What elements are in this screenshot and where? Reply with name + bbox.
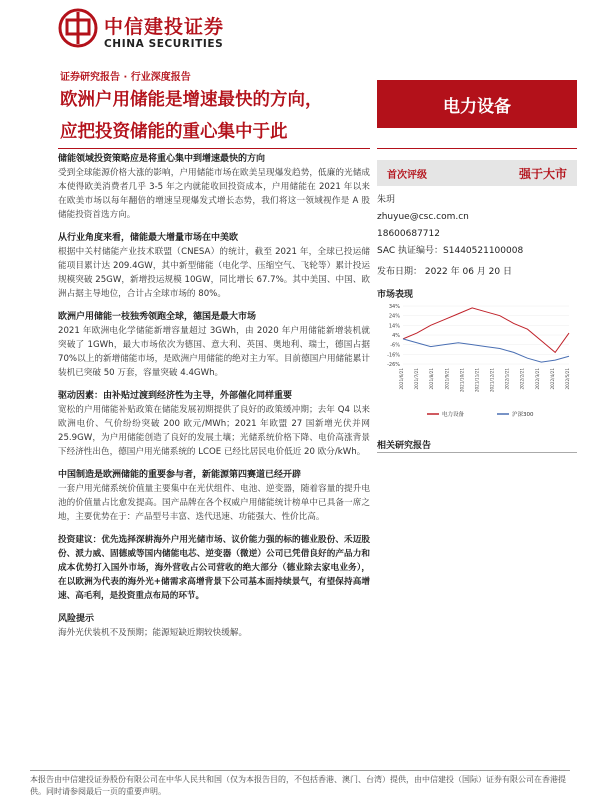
section-heading: 从行业角度来看，储能最大增量市场在中美欧 [58,233,239,243]
report-category: 证券研究报告 · 行业深度报告 [60,72,191,83]
section-strategy [58,152,370,222]
report-body [58,152,370,649]
section-text: 宽松的户用储能补贴政策在储能发展初期提供了良好的政策缓冲期；去年 Q4 以来欧洲电价、气价纷纷突破 200 欧元/MWh；2021 年欧盟 27 国新增光伏并网 25.9GW，为户用储能创造了良好的发展土壤；光储系统价格下降、电价高涨背景下经济性出色，德国户用光储系统的 LCOE 已经比居民电价低近 20 欧分/kWh。 [58,405,370,457]
title-divider [58,148,370,149]
sector-label: 电力设备 [443,96,511,117]
section-text: 投资建议：优先选择深耕海外户用光储市场、议价能力强的标的德业股份、禾迈股份、派力威、固德威等国内储能电芯、逆变器（微逆）公司已凭借良好的产品力和成本优势打入国外市场，海外营收占公司营收的绝大部分（德业除去家电业务），在以欧洲为代表的海外光+储需求高增背景下公司基本面持续景气，有望保持高增速、高毛利，是投资重点布局的环节。 [58,535,370,601]
report-title-line-2: 应把投资储能的重心集中于此 [60,122,288,142]
analyst-name: 朱玥 [377,195,396,205]
y-tick-label: -26% [387,362,400,368]
analyst-info [377,192,577,260]
x-tick-label: 2021/10/21 [459,368,465,393]
section-text: 受到全球能源价格大涨的影响，户用储能市场在欧美呈现爆发趋势，低廉的光储成本使得欧美消费者几乎 3-5 年之内就能收回投资成本，户用储能在 2021 年以来在欧美市场以每年翻倍的增速呈现爆发式增长态势，我们将这一领域视作是 A 股储能投资首选方向。 [58,168,370,220]
logo-text-cn: 中信建投证券 [104,16,225,38]
legend-label: 沪深300 [512,412,534,418]
section-text: 根据中关村储能产业技术联盟（CNESA）的统计，截至 2021 年，全球已投运储能项目累计达 209.4GW，其中新型储能（电化学、压缩空气、飞轮等）累计投运规模突破 25GW，新增投运规模 10GW，同比增长 67.7%。其中美国、中国、欧洲占据主导地位，合计占全球市场的 80%。 [58,247,370,299]
company-logo [58,8,225,54]
section-investment-advice [58,533,370,603]
related-divider [377,452,577,453]
x-tick-label: 2021/6/21 [399,368,404,390]
x-tick-label: 2021/8/21 [429,368,435,390]
section-risk [58,612,370,640]
y-tick-label: -6% [390,342,400,349]
x-tick-label: 2022/1/21 [504,368,510,390]
analyst-sac: SAC 执证编号：S1440521100008 [377,246,524,256]
y-tick-label: 24% [388,313,400,320]
analyst-email: zhuyue@csc.com.cn [377,212,469,222]
legend-label: 电力设备 [442,412,465,418]
rating-bar [377,160,577,186]
x-tick-label: 2022/3/21 [534,368,540,390]
sector-badge [377,80,577,128]
sidebar-divider [377,148,577,149]
section-heading: 风险提示 [58,614,95,624]
x-tick-label: 2022/4/21 [549,368,555,390]
sidebar [377,160,577,426]
y-tick-label: 4% [392,333,400,339]
footer-disclaimer: 本报告由中信建投证券股份有限公司在中华人民共和国（仅为本报告目的，不包括香港、澳门、台湾）提供，由中信建投（国际）证券有限公司在香港提供。同时请参阅最后一页的重要声明。 [30,775,566,796]
x-tick-label: 2021/7/21 [414,368,420,390]
series-line [403,339,569,362]
market-performance-chart [377,302,577,422]
section-text: 海外光伏装机不及预期；能源短缺近期较快缓解。 [58,628,248,638]
report-title-line-1: 欧洲户用储能是增速最快的方向， [60,90,323,110]
y-tick-label: 14% [388,323,400,330]
company-logo-icon [58,8,98,48]
section-text: 一套户用光储系统价值量主要集中在光伏组件、电池、逆变器，随着容量的提升电池的价值量占比愈发提高。国产品牌在各个权威户用储能统计榜单中已具备一席之地，主要优势在于：产品型号丰富、迭代迅速、功能强大、性价比高。 [58,484,370,522]
section-europe [58,310,370,380]
x-tick-label: 2021/11/21 [474,368,480,393]
footer-divider [30,770,570,771]
section-market [58,231,370,301]
x-tick-label: 2022/5/21 [565,368,570,390]
section-text: 2021 年欧洲电化学储能新增容量超过 3GWh，由 2020 年户用储能新增装机就突破了 1GWh，最大市场依次为德国、意大利、英国、奥地利、瑞士，德国占据 70%以上的新增储能市场，是欧洲户用储能的绝对主力军。目前德国户用储能累计装机已突破 50 万套，容量突破 4.4GWh。 [58,326,370,378]
y-tick-label: -16% [387,352,400,359]
y-tick-label: 34% [388,304,400,310]
x-tick-label: 2021/12/21 [489,368,495,393]
related-reports-title: 相关研究报告 [377,441,432,451]
analyst-phone: 18600687712 [377,229,440,239]
x-tick-label: 2021/9/21 [444,368,450,390]
rating-label: 首次评级 [387,169,427,181]
publish-date: 发布日期： 2022 年 06 月 20 日 [377,267,512,277]
section-heading: 驱动因素：由补贴过渡到经济性为主导，外部催化同样重要 [58,391,293,401]
section-heading: 欧洲户用储能一枝独秀领跑全球，德国是最大市场 [58,312,257,322]
section-china-manufacturing [58,468,370,524]
section-drivers [58,389,370,459]
rating-value: 强于大市 [518,166,567,181]
section-heading: 中国制造是欧洲储能的重要参与者，新能源第四赛道已经开辟 [58,470,302,480]
x-tick-label: 2022/2/21 [519,368,525,390]
logo-text-en: CHINA SECURITIES [104,38,224,50]
market-performance-title: 市场表现 [377,290,414,300]
section-heading: 储能领域投资策略应是将重心集中到增速最快的方向 [58,154,266,164]
